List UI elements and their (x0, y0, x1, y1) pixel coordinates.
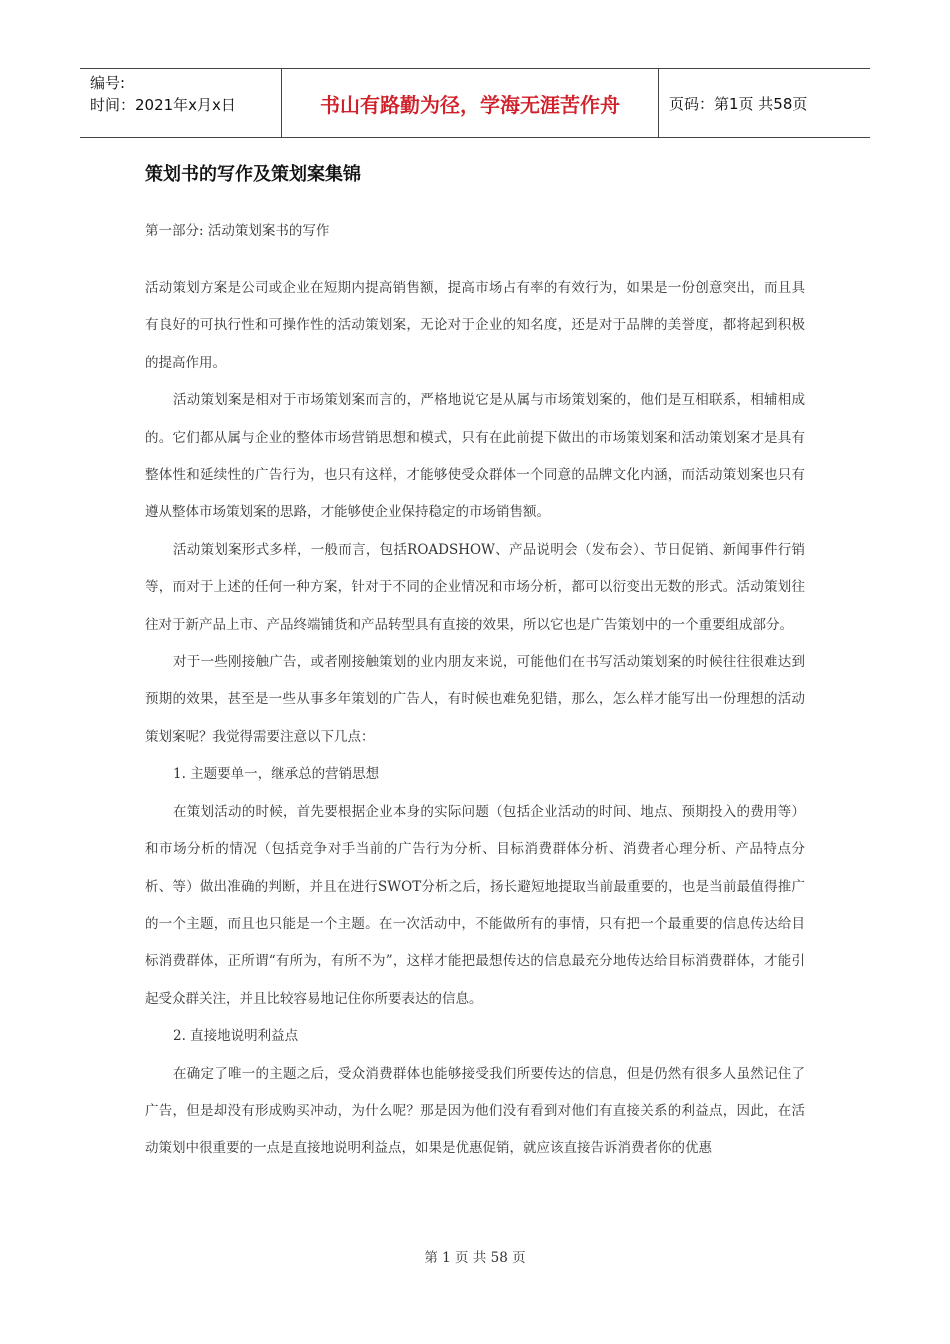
paragraph: 在确定了唯一的主题之后，受众消费群体也能够接受我们所要传达的信息，但是仍然有很多人虽然记住了广告，但是却没有形成购买冲动，为什么呢？那是因为他们没有看到对他们有直接关系的利益点，因此，在活动策划中很重要的一点是直接地说明利益点，如果是优惠促销，就应该直接告诉消费者你的优惠 (145, 1065, 805, 1157)
document-title: 策划书的写作及策划案集锦 (145, 164, 361, 185)
header-meta (80, 69, 282, 137)
paragraph: 对于一些刚接触广告，或者刚接触策划的业内朋友来说，可能他们在书写活动策划案的时候往往很难达到预期的效果，甚至是一些从事多年策划的广告人，有时候也难免犯错，那么，怎么样才能写出一份理想的活动策划案呢？我觉得需要注意以下几点： (145, 654, 805, 745)
page-header (80, 68, 870, 138)
page-footer: 第 1 页 共 58 页 (424, 1250, 526, 1266)
section-heading: 第一部分: 活动策划案书的写作 (145, 223, 330, 239)
paragraph: 在策划活动的时候，首先要根据企业本身的实际问题（包括企业活动的时间、地点、预期投入的费用等）和市场分析的情况（包括竞争对手当前的广告行为分析、目标消费群体分析、消费者心理分析、产品特点分析、等）做出准确的判断，并且在进行SWOT分析之后，扬长避短地提取当前最重要的，也是当前最值得推广的一个主题，而且也只能是一个主题。在一次活动中，不能做所有的事情，只有把一个最重要的信息传达给目标消费群体，正所谓“有所为，有所不为”，这样才能把最想传达的信息最充分地传达给目标消费群体，才能引起受众群关注，并且比较容易地记住你所要表达的信息。 (145, 803, 805, 1007)
paragraph: 活动策划方案是公司或企业在短期内提高销售额，提高市场占有率的有效行为，如果是一份创意突出，而且具有良好的可执行性和可操作性的活动策划案，无论对于企业的知名度，还是对于品牌的美誉度，都将起到积极的提高作用。 (145, 280, 805, 371)
list-heading: 2. 直接地说明利益点 (173, 1028, 299, 1045)
paragraph: 活动策划案是相对于市场策划案而言的，严格地说它是从属与市场策划案的，他们是互相联系，相辅相成的。它们都从属与企业的整体市场营销思想和模式，只有在此前提下做出的市场策划案和活动策划案才是具有整体性和延续性的广告行为，也只有这样，才能够使受众群体一个同意的品牌文化内涵，而活动策划案也只有遵从整体市场策划案的思路，才能够使企业保持稳定的市场销售额。 (145, 392, 805, 521)
number-label: 编号: (90, 74, 126, 92)
document-body (145, 270, 805, 1168)
paragraph: 活动策划案形式多样，一般而言，包括ROADSHOW、产品说明会（发布会）、节日促销、新闻事件行销等，而对于上述的任何一种方案，针对于不同的企业情况和市场分析，都可以衍变出无数的形式。活动策划往往对于新产品上市、产品终端铺货和产品转型具有直接的效果，所以它也是广告策划中的一个重要组成部分。 (145, 541, 805, 633)
list-heading: 1. 主题要单一，继承总的营销思想 (173, 766, 380, 783)
time-label: 时间：2021年x月x日 (90, 96, 236, 114)
header-motto: 书山有路勤为径，学海无涯苦作舟 (282, 69, 659, 137)
header-page-info: 页码：第1页 共58页 (669, 94, 808, 113)
